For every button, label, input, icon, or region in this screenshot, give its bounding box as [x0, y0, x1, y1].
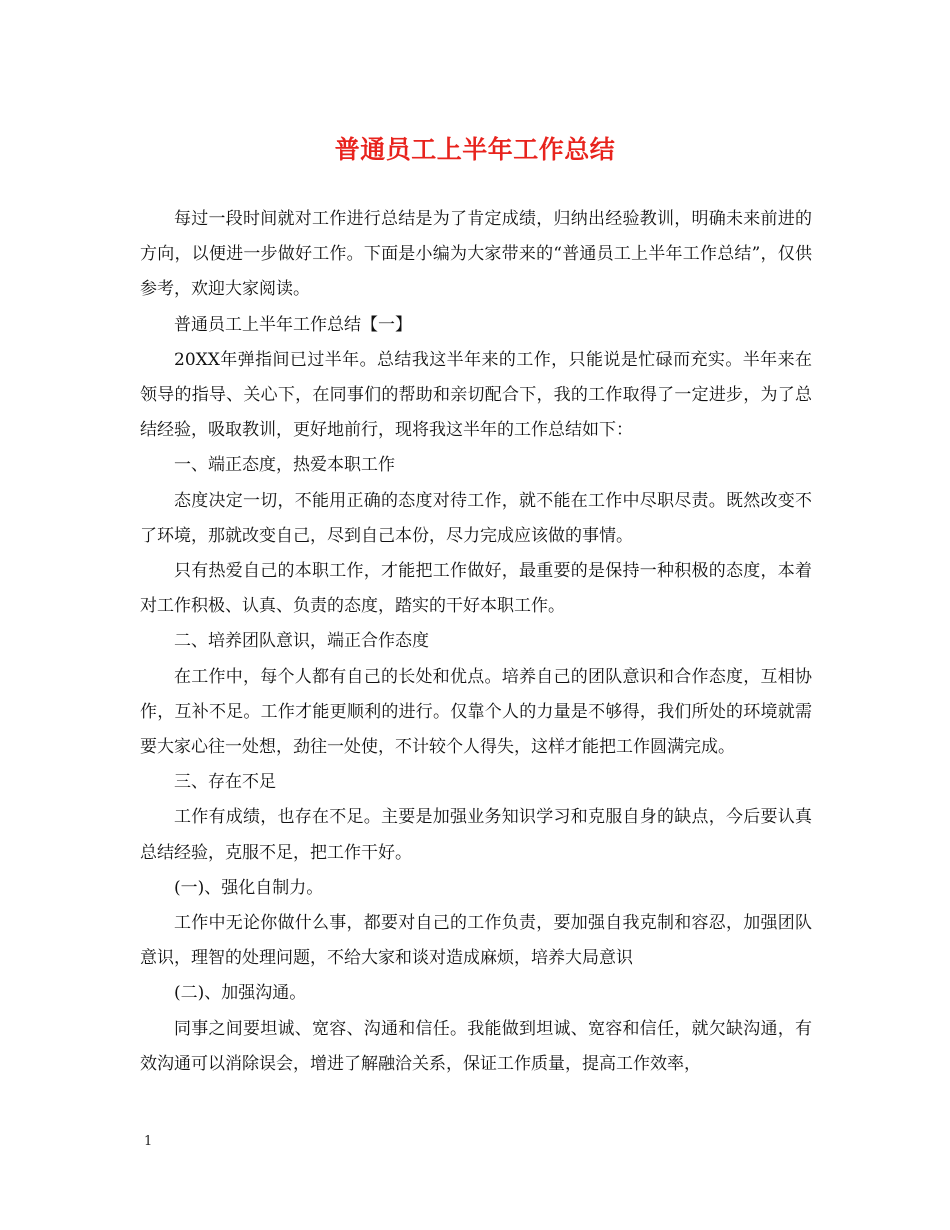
- section-heading: 二、培养团队意识，端正合作态度: [174, 631, 429, 652]
- paragraph-intro: 每过一段时间就对工作进行总结是为了肯定成绩，归纳出经验教训，明确未来前进的方向，以便进一步做好工作。下面是小编为大家带来的“普通员工上半年工作总结”，仅供参考，欢迎大家阅读。: [140, 209, 812, 300]
- subsection-heading: (一)、强化自制力。: [174, 877, 324, 898]
- subsection-heading: (二)、加强沟通。: [174, 983, 307, 1004]
- document-title: 普通员工上半年工作总结: [334, 135, 616, 164]
- paragraph: 态度决定一切，不能用正确的态度对待工作，就不能在工作中尽职尽责。既然改变不了环境，那就改变自己，尽到自己本份，尽力完成应该做的事情。: [140, 490, 812, 546]
- document-body: [140, 202, 812, 1082]
- paragraph: 工作有成绩，也存在不足。主要是加强业务知识学习和克服自身的缺点，今后要认真总结经验，克服不足，把工作干好。: [140, 807, 812, 863]
- paragraph: 在工作中，每个人都有自己的长处和优点。培养自己的团队意识和合作态度，互相协作，互补不足。工作才能更顺利的进行。仅靠个人的力量是不够得，我们所处的环境就需要大家心往一处想，劲往一处使，不计较个人得失，这样才能把工作圆满完成。: [140, 666, 812, 758]
- paragraph: 工作中无论你做什么事，都要对自己的工作负责，要加强自我克制和容忍，加强团队意识，理智的处理问题，不给大家和谈对造成麻烦，培养大局意识: [140, 913, 812, 969]
- section-heading: 三、存在不足: [174, 772, 276, 793]
- paragraph: 只有热爱自己的本职工作，才能把工作做好，最重要的是保持一种积极的态度，本着对工作积极、认真、负责的态度，踏实的干好本职工作。: [140, 561, 812, 617]
- section-heading: 普通员工上半年工作总结【一】: [174, 314, 412, 335]
- page-number: 1: [144, 1134, 153, 1149]
- paragraph: 20XX年弹指间已过半年。总结我这半年来的工作，只能说是忙碌而充实。半年来在领导的指导、关心下，在同事们的帮助和亲切配合下，我的工作取得了一定进步，为了总结经验，吸取教训，更好地前行，现将我这半年的工作总结如下：: [140, 349, 812, 441]
- paragraph: 同事之间要坦诚、宽容、沟通和信任。我能做到坦诚、宽容和信任，就欠缺沟通，有效沟通可以消除误会，增进了解融洽关系，保证工作质量，提高工作效率，: [140, 1018, 812, 1074]
- section-heading: 一、端正态度，热爱本职工作: [174, 455, 395, 476]
